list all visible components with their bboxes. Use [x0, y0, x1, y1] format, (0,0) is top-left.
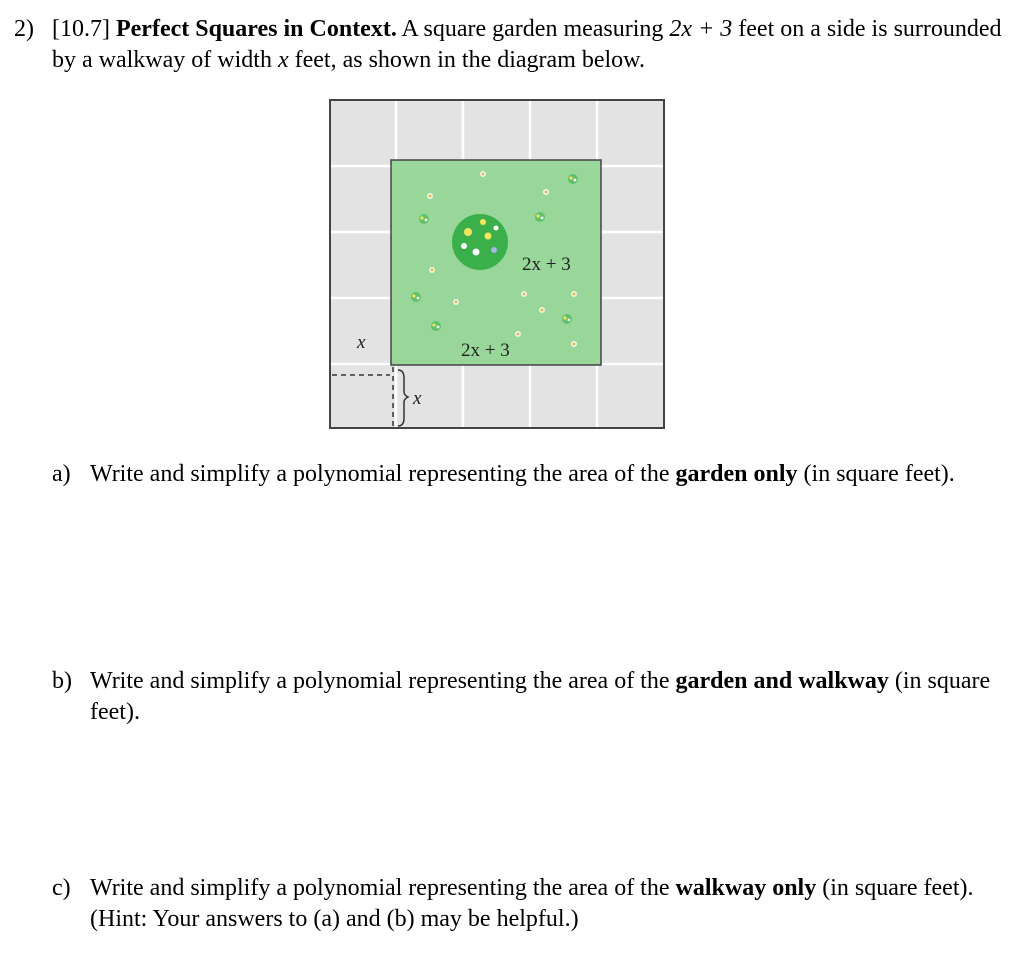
- part-text-after: (in square feet).: [90, 668, 991, 725]
- part-text-before: Write and simplify a polynomial representing the area of the: [90, 461, 676, 487]
- width-variable: x: [277, 47, 289, 73]
- part-text: [90, 666, 997, 728]
- problem-title: Perfect Squares in Context.: [115, 16, 397, 42]
- part-text-after: (in square feet).: [797, 461, 955, 487]
- part-text: [90, 459, 997, 490]
- part-text-bold: garden only: [675, 461, 798, 487]
- label-walkway-side: x: [413, 388, 422, 409]
- label-walkway-top: x: [357, 332, 366, 353]
- problem-text-3: feet, as shown in the diagram below.: [288, 47, 645, 73]
- problem-section: [10.7]: [52, 16, 110, 42]
- part-text-before: Write and simplify a polynomial representing the area of the: [90, 668, 676, 694]
- question-part-c: [52, 873, 997, 935]
- part-label: a): [52, 461, 71, 487]
- part-text: [90, 873, 997, 935]
- problem-text-1: A square garden measuring: [396, 16, 670, 42]
- problem-statement: [14, 14, 1004, 76]
- part-text-after: (in square feet). (Hint: Your answers to (a) and (b) may be helpful.): [90, 875, 974, 932]
- part-text-bold: garden and walkway: [675, 668, 889, 694]
- part-label: c): [52, 875, 71, 901]
- problem-number: 2): [14, 16, 34, 42]
- bush: [452, 214, 508, 270]
- label-side-bottom: 2x + 3: [461, 340, 510, 361]
- question-part-b: [52, 666, 997, 728]
- part-text-before: Write and simplify a polynomial representing the area of the: [90, 875, 676, 901]
- part-text-bold: walkway only: [675, 875, 817, 901]
- side-expression: 2x + 3: [669, 16, 733, 42]
- question-part-a: [52, 459, 997, 490]
- garden-diagram: [318, 94, 672, 434]
- part-label: b): [52, 668, 72, 694]
- problem-body: [52, 14, 1004, 76]
- label-side-right: 2x + 3: [522, 254, 571, 275]
- problem-text-2: feet on a side is surrounded by a walkway of width: [52, 16, 1002, 73]
